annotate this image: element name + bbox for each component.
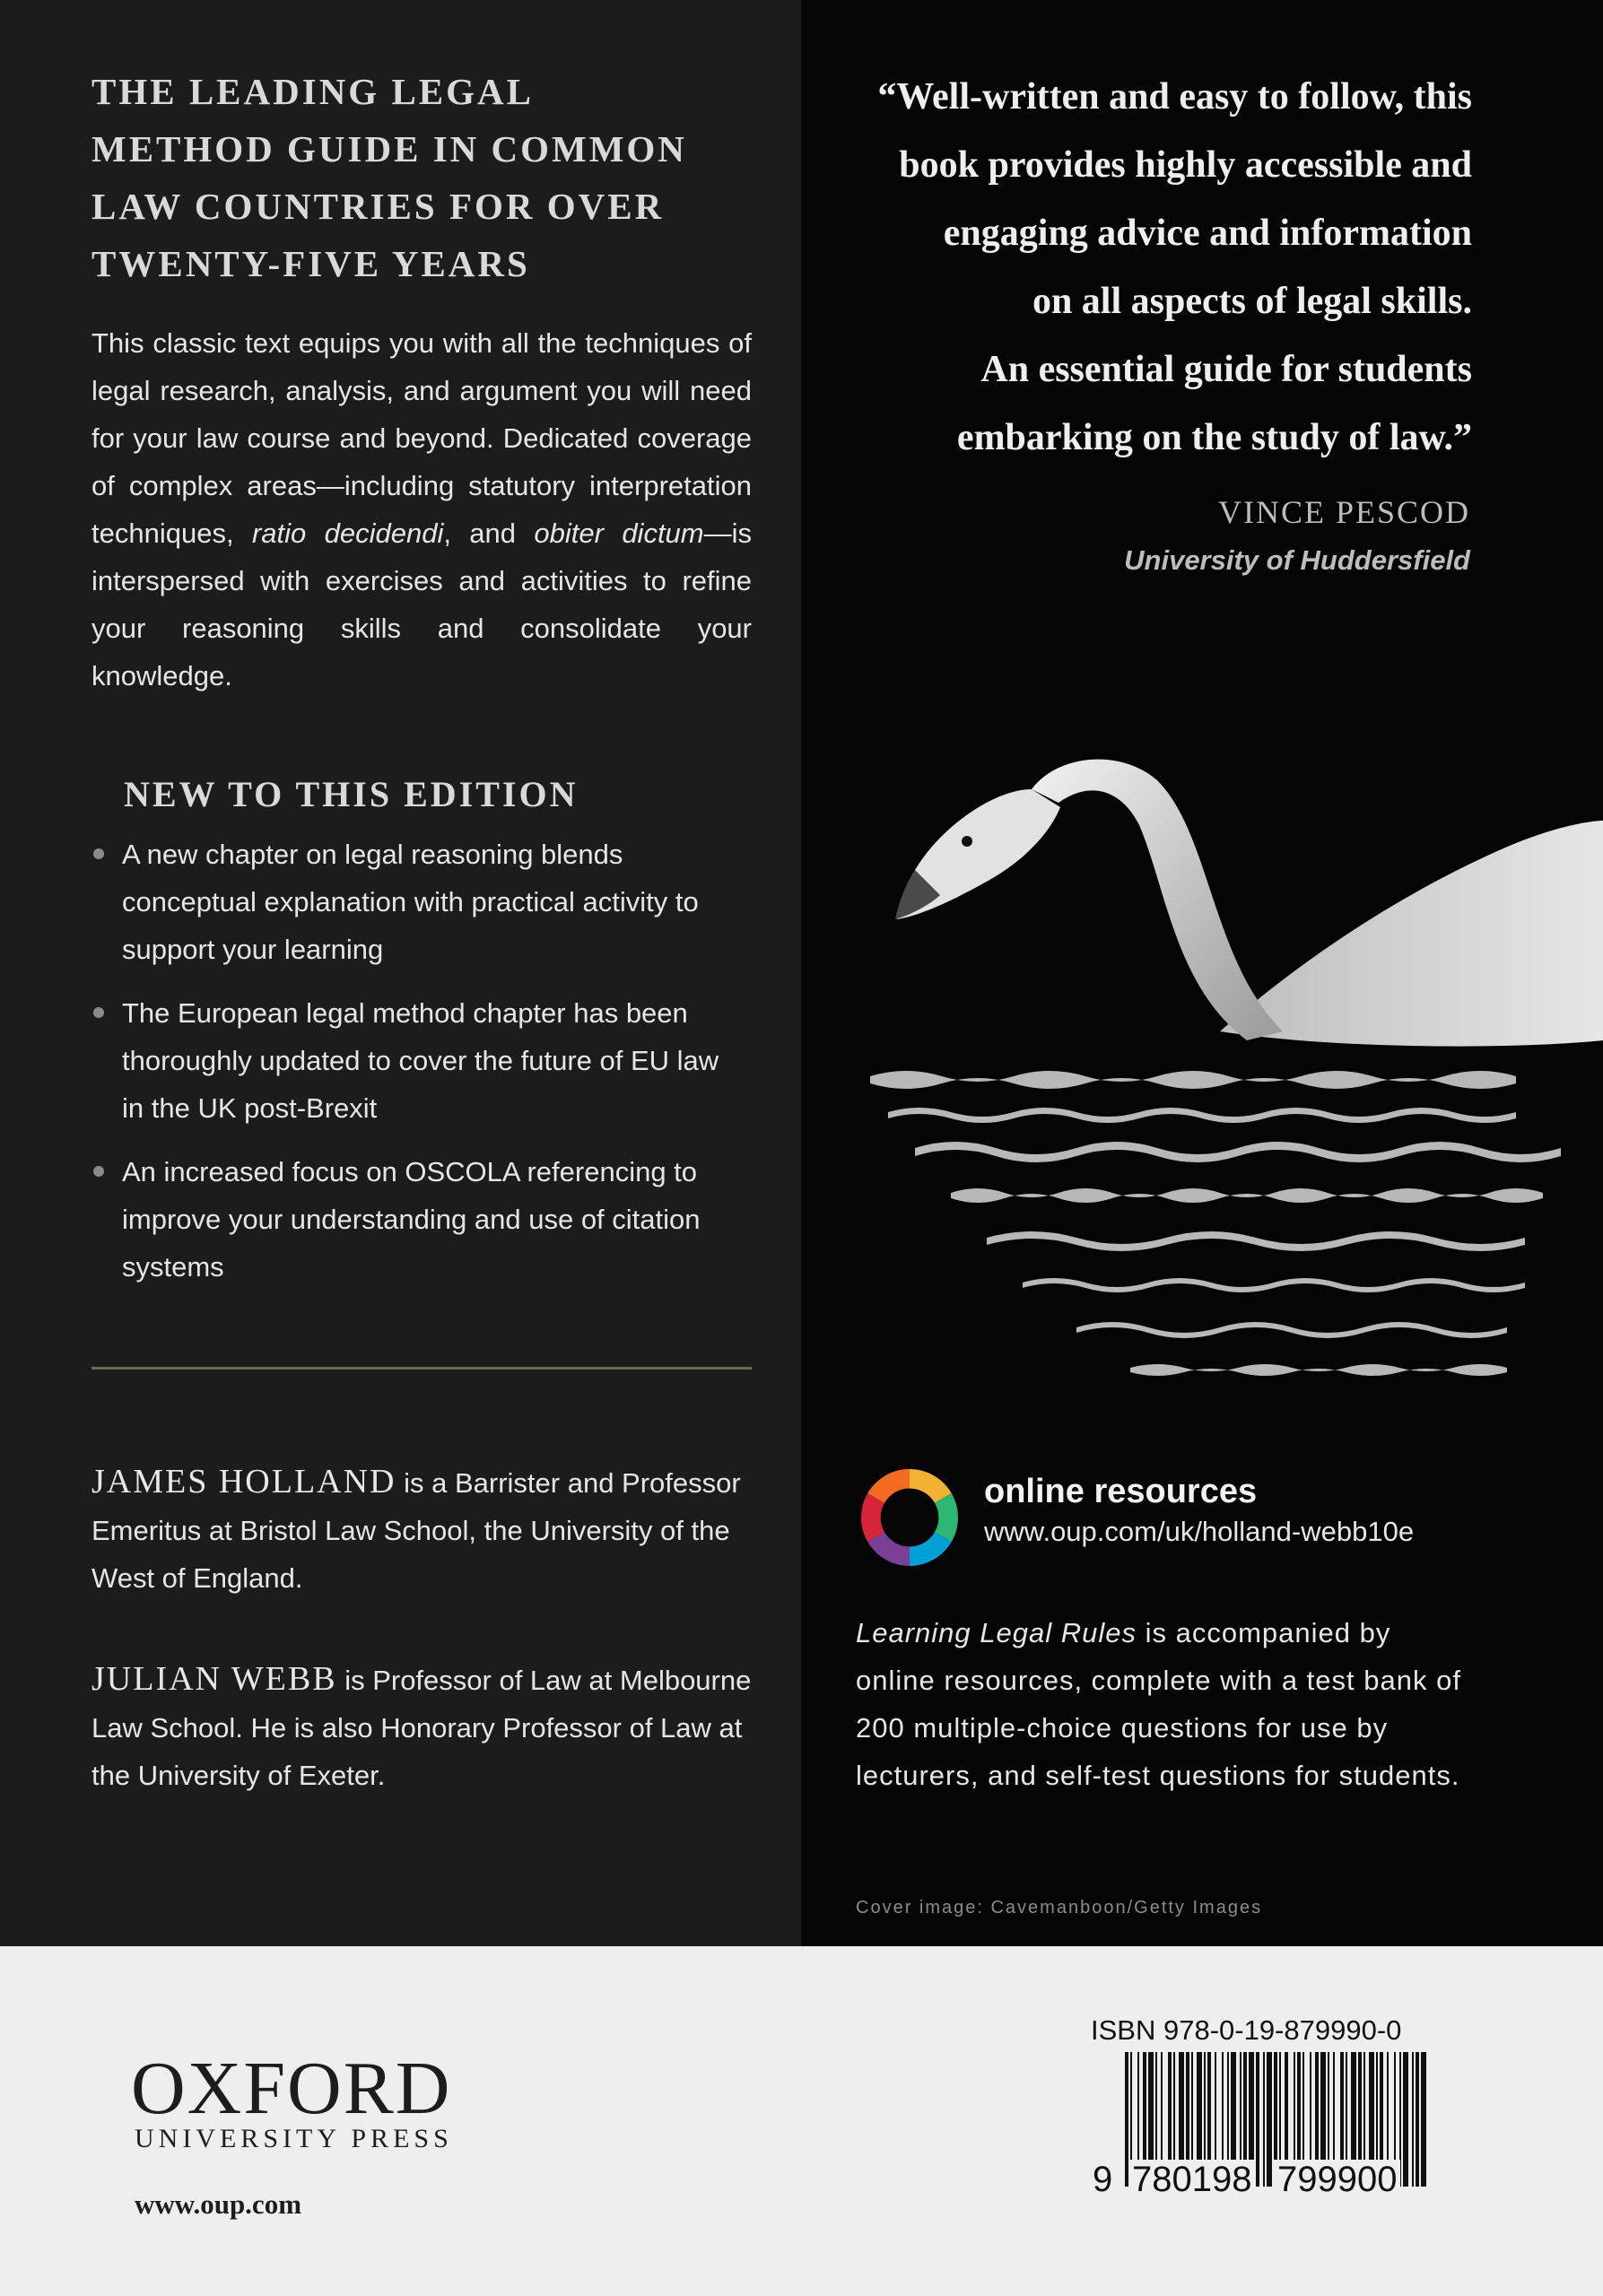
barcode-bar (1421, 2052, 1426, 2187)
publisher-url[interactable]: www.oup.com (135, 2188, 302, 2220)
online-resources-description (856, 1609, 1475, 1799)
barcode-bar (1403, 2052, 1408, 2187)
list-item (90, 831, 736, 973)
quote-line: on all aspects of legal skills. (1032, 281, 1472, 322)
barcode-bar (1412, 2052, 1414, 2187)
new-edition-list (90, 831, 736, 1307)
bullet-icon (93, 1166, 104, 1177)
tagline-line: METHOD GUIDE IN COMMON (91, 128, 687, 170)
online-resources-url[interactable]: www.oup.com/uk/holland-webb10e (984, 1516, 1415, 1547)
barcode-digit-first: 9 (1089, 2160, 1116, 2200)
publisher-logo-subtitle: UNIVERSITY PRESS (135, 2124, 453, 2153)
barcode-digits-right: 799900 (1274, 2160, 1400, 2200)
barcode-bar (1256, 2052, 1259, 2187)
online-resources-logo-icon (857, 1465, 963, 1570)
quote-line: “Well-written and easy to follow, this (877, 76, 1472, 117)
cover-image-credit: Cover image: Cavemanboon/Getty Images (856, 1898, 1263, 1918)
intro-text: —is interspersed with exercises and activities to refine your reasoning skills and consolidate your knowledge. (91, 517, 753, 691)
section-divider (91, 1367, 752, 1370)
intro-italic-term: ratio decidendi (251, 517, 444, 549)
tagline-line: THE LEADING LEGAL (91, 71, 534, 112)
review-quote (790, 63, 1472, 472)
online-resources-title: online resources (984, 1473, 1258, 1510)
bullet-icon (93, 848, 104, 859)
tagline-line: LAW COUNTRIES FOR OVER (91, 186, 665, 227)
author-bio-text: is Professor of Law at Melbourne Law School. He is also Honorary Professor of Law at the University of Exeter. (91, 1665, 752, 1791)
quote-author: VINCE PESCOD (1217, 494, 1470, 530)
list-item (90, 989, 736, 1132)
isbn-label: ISBN 978-0-19-879990-0 (1091, 2014, 1402, 2046)
book-title: Learning Legal Rules (856, 1617, 1137, 1648)
list-item-text: A new chapter on legal reasoning blends conceptual explanation with practical activity to support your learning (122, 839, 699, 965)
intro-text: , and (443, 517, 535, 549)
list-item-text: An increased focus on OSCOLA referencing to improve your understanding and use of citation systems (122, 1156, 701, 1283)
barcode-bar (1263, 2052, 1265, 2187)
bullet-icon (93, 1007, 104, 1018)
quote-line: embarking on the study of law.” (956, 417, 1472, 458)
description-text: is accompanied by online resources, complete with a test bank of 200 multiple-choice questions for use by lecturers, and self-test questions for students. (856, 1617, 1461, 1791)
barcode-bar (1267, 2052, 1272, 2187)
author-bio-text: is a Barrister and Professor Emeritus at Bristol Law School, the University of the West of England. (91, 1467, 741, 1594)
intro-text: This classic text equips you with all the techniques of legal research, analysis, and argument you will need for your law course and beyond. Dedicated coverage of complex areas—including statutory interpretation techniques, (91, 327, 752, 549)
tagline (91, 63, 773, 292)
tagline-line: TWENTY-FIVE YEARS (91, 243, 530, 284)
barcode-digits-left: 780198 (1128, 2160, 1255, 2200)
list-item-text: The European legal method chapter has been thoroughly updated to cover the future of EU law in the UK post-Brexit (122, 997, 719, 1124)
author-name: JAMES HOLLAND (91, 1463, 396, 1500)
intro-paragraph (91, 319, 752, 700)
quote-line: An essential guide for students (980, 349, 1472, 390)
swan-image (834, 735, 1603, 1399)
author-name: JULIAN WEBB (91, 1660, 337, 1698)
new-edition-heading: NEW TO THIS EDITION (124, 774, 579, 814)
quote-line: engaging advice and information (943, 213, 1472, 254)
barcode-bar (1416, 2052, 1419, 2187)
author-bio (91, 1656, 754, 1799)
publisher-logo-wordmark: OXFORD (131, 2047, 452, 2130)
author-bio (91, 1458, 754, 1602)
list-item (90, 1148, 736, 1291)
intro-italic-term: obiter dictum (534, 517, 704, 549)
quote-affiliation: University of Huddersfield (1124, 544, 1470, 576)
quote-line: book provides highly accessible and (899, 144, 1472, 186)
